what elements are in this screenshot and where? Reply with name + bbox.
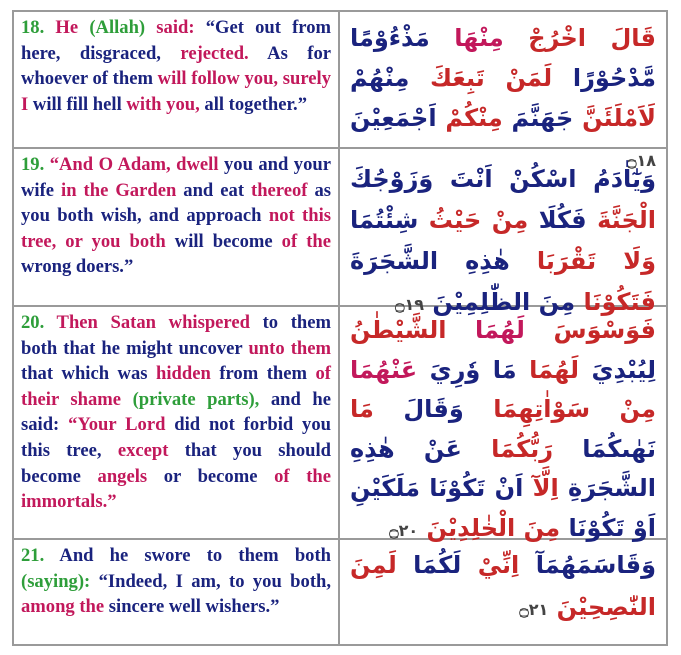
translation-segment: of their shame bbox=[21, 363, 331, 410]
arabic-segment: قَالَ اخْرُجْ bbox=[503, 24, 656, 52]
translation-segment: not this tree, or you both bbox=[21, 205, 331, 252]
translation-segment: 18. bbox=[21, 17, 45, 38]
english-translation bbox=[14, 540, 340, 644]
arabic-segment: شِئْتُمَا bbox=[350, 206, 419, 234]
verse-row-20 bbox=[14, 307, 666, 540]
translation-segment: 21. bbox=[21, 545, 45, 566]
arabic-segment: وَلَا تَقْرَبَا bbox=[509, 247, 656, 275]
verse-table bbox=[12, 10, 668, 646]
translation-segment: And he swore to them both bbox=[44, 545, 331, 566]
translation-segment: that which was bbox=[21, 363, 157, 385]
arabic-segment: مِنْ سَوْاٰتِهِمَا bbox=[463, 395, 657, 423]
arabic-text bbox=[340, 540, 666, 644]
arabic-text bbox=[340, 307, 666, 542]
translation-segment: and eat bbox=[176, 179, 252, 201]
translation-segment: (Allah) bbox=[89, 17, 146, 38]
translation-segment: will fill hell bbox=[32, 93, 127, 115]
arabic-segment: مِنْ حَيْثُ bbox=[418, 206, 529, 234]
translation-segment: as you both wish, and approach bbox=[21, 179, 332, 227]
translation-segment: 20. bbox=[21, 312, 45, 333]
verse-row-21 bbox=[14, 540, 666, 644]
arabic-segment: عَنْ هٰذِهِ الشَّجَرَةِ bbox=[350, 434, 656, 502]
translation-segment: said: bbox=[145, 17, 206, 38]
arabic-segment: اَنْ تَكُوْنَا مَلَكَيْنِ اَوْ تَكُوْنَا bbox=[350, 474, 656, 542]
translation-segment: unto them bbox=[248, 337, 331, 359]
translation-segment: rejected. bbox=[180, 42, 249, 64]
arabic-segment: رَبُّكُمَا bbox=[461, 434, 554, 463]
translation-segment: hidden bbox=[156, 363, 211, 385]
arabic-segment: مِنْهَا bbox=[429, 24, 504, 52]
arabic-segment: لَهُمَا bbox=[446, 316, 525, 344]
translation-segment: you and your wife bbox=[21, 154, 331, 201]
translation-segment: with you, bbox=[126, 93, 205, 115]
translation-segment: angels bbox=[97, 465, 148, 487]
arabic-segment: فَتَكُوْنَا bbox=[575, 288, 656, 316]
arabic-segment: لَهُمَا bbox=[516, 355, 580, 384]
verse-number-marker: ۝١٩ bbox=[395, 295, 425, 314]
arabic-text bbox=[340, 12, 666, 170]
arabic-segment: اَجْمَعِيْنَ bbox=[350, 104, 437, 132]
translation-segment: “And O Adam, dwell bbox=[44, 154, 224, 175]
arabic-segment: مِنْهُمْ bbox=[350, 64, 410, 92]
arabic-segment: مَا bbox=[350, 395, 374, 423]
arabic-segment: نَهٰىكُمَا bbox=[553, 434, 656, 463]
translation-segment: all together.” bbox=[204, 93, 307, 115]
translation-segment: thereof bbox=[251, 179, 308, 201]
translation-segment: As for whoever of them bbox=[21, 42, 331, 90]
arabic-segment: اِلَّآ bbox=[523, 474, 559, 502]
arabic-segment: مِنْكُمْ bbox=[436, 104, 503, 132]
arabic-segment: وَقَاسَمَهُمَآ bbox=[519, 551, 657, 579]
arabic-segment: لِيُبْدِيَ bbox=[579, 355, 656, 384]
verse-number-marker: ۝٢٠ bbox=[389, 520, 419, 540]
translation-segment: will follow you, surely I bbox=[21, 68, 331, 115]
translation-segment: did not forbid you this tree, bbox=[21, 414, 331, 461]
translation-segment: Then bbox=[44, 312, 111, 333]
translation-segment: wrong doers.” bbox=[21, 256, 134, 278]
arabic-segment: مَا وٗرِيَ bbox=[417, 355, 517, 384]
arabic-segment: عَنْهُمَا bbox=[350, 355, 418, 384]
arabic-segment: فَوَسْوَسَ bbox=[524, 316, 656, 344]
arabic-segment: مِنَ الْخٰلِدِيْنَ bbox=[418, 513, 561, 542]
translation-segment: among the bbox=[21, 596, 105, 618]
translation-segment: or become bbox=[147, 465, 275, 487]
translation-segment: sincere well wishers.” bbox=[104, 596, 280, 618]
verse-number-marker: ۝٢١ bbox=[519, 600, 549, 619]
translation-segment: “Your Lord bbox=[68, 414, 166, 436]
translation-segment: of the immortals.” bbox=[21, 465, 331, 513]
arabic-segment: مِنَ الظّٰلِمِيْنَ bbox=[424, 288, 576, 316]
translation-segment: He bbox=[44, 17, 90, 38]
translation-segment: (saying): bbox=[21, 570, 91, 592]
arabic-segment: لَاَمْلَئَنَّ bbox=[573, 104, 656, 132]
arabic-segment: جَهَنَّمَ bbox=[502, 104, 574, 132]
translation-segment: except bbox=[117, 439, 169, 461]
arabic-segment: مَذْءُوْمًا مَّدْحُوْرًا bbox=[350, 24, 656, 92]
arabic-segment: لَمِنَ النّٰصِحِيْنَ bbox=[350, 551, 656, 621]
translation-segment: that you should become bbox=[21, 439, 331, 487]
arabic-segment: وَيٰٓاٰدَمُ اسْكُنْ اَنْتَ وَزَوْجُكَ bbox=[350, 165, 656, 193]
translation-segment: “Indeed, I am, to you both, bbox=[90, 570, 331, 592]
verse-number-marker: ۝١٨ bbox=[627, 151, 656, 170]
arabic-segment: لَكُمَا bbox=[396, 551, 462, 579]
translation-segment: “Get out from here, disgraced, bbox=[21, 17, 331, 64]
translation-segment: to them both that he might uncover bbox=[21, 312, 331, 359]
arabic-segment: فَكُلَا bbox=[528, 206, 587, 234]
arabic-segment: اِنِّيْ bbox=[461, 551, 520, 579]
arabic-segment: وَقَالَ bbox=[373, 395, 464, 423]
arabic-text bbox=[340, 149, 666, 316]
arabic-segment: هٰذِهِ الشَّجَرَةَ bbox=[350, 247, 510, 275]
translation-segment: will become bbox=[165, 230, 282, 252]
translation-segment: (private parts), bbox=[121, 388, 260, 410]
translation-segment: of the bbox=[281, 230, 331, 252]
translation-segment: and he said: bbox=[21, 388, 331, 436]
translation-segment: 19. bbox=[21, 154, 45, 175]
translation-segment: from them bbox=[210, 363, 316, 385]
english-translation bbox=[14, 12, 340, 147]
arabic-segment: الشَّيْطٰنُ bbox=[350, 316, 447, 344]
translation-segment: Satan whispered bbox=[110, 312, 250, 333]
translation-segment: in the Garden bbox=[61, 179, 177, 201]
arabic-segment: لَمَنْ تَبِعَكَ bbox=[409, 64, 553, 92]
arabic-segment: الْجَنَّةَ bbox=[586, 206, 656, 234]
english-translation bbox=[14, 307, 340, 538]
english-translation bbox=[14, 149, 340, 305]
verse-row-19 bbox=[14, 149, 666, 316]
